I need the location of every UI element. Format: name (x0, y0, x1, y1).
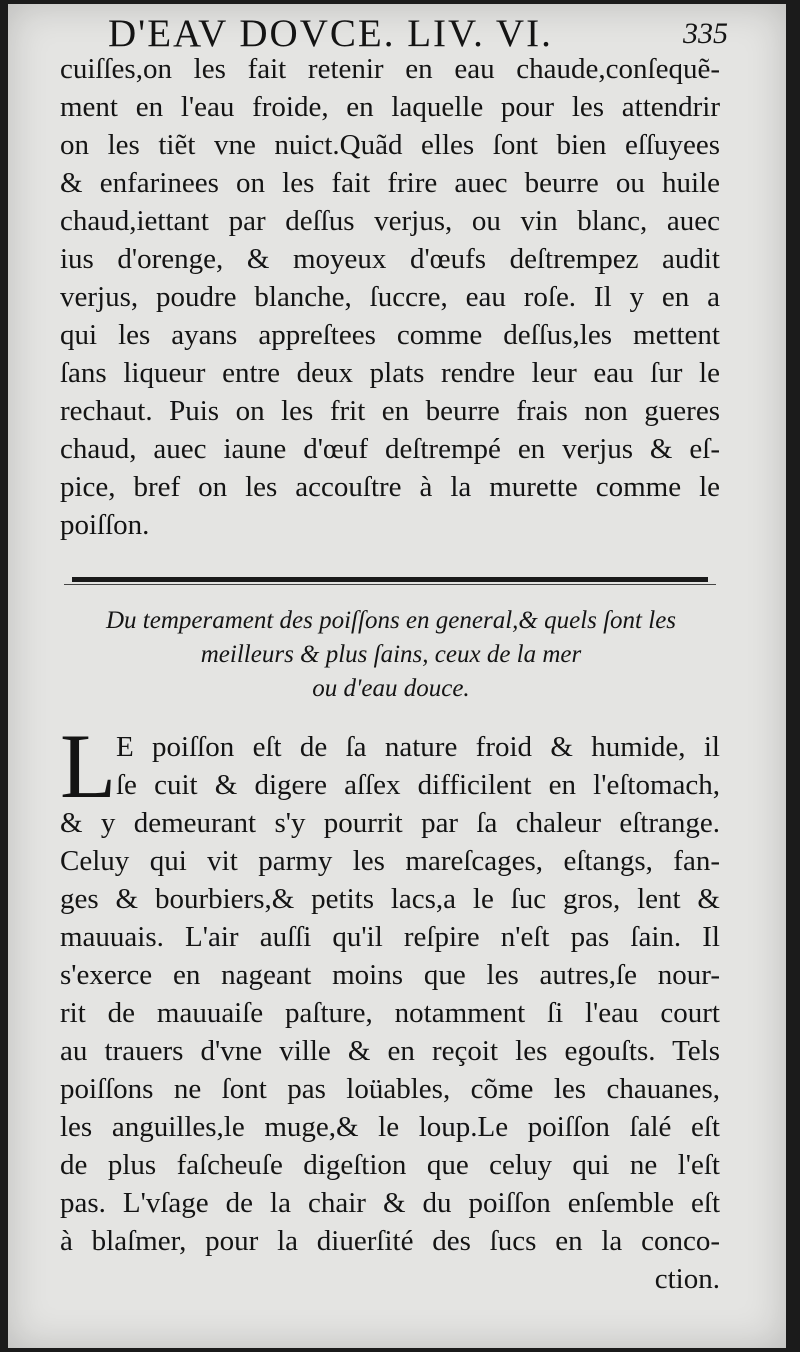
divider-thin-line (64, 584, 716, 585)
book-page (8, 4, 786, 1348)
page-number: 335 (683, 17, 728, 50)
text-line: verjus, poudre blanche, ſuccre, eau roſe. Il y en a (60, 281, 720, 313)
text-line: Celuy qui vit parmy les mareſcages, eſtangs, fan- (60, 845, 720, 877)
text-line: à blaſmer, pour la diuerſité des ſucs en la conco- (60, 1225, 720, 1257)
text-line: poiſſons ne ſont pas loüables, cõme les chauanes, (60, 1073, 720, 1105)
chapter-heading-line: meilleurs & plus ſains, ceux de la mer (200, 641, 582, 668)
text-line: pice, bref on les accouſtre à la murette comme le (60, 471, 720, 503)
text-line: au trauers d'vne ville & en reçoit les egouſts. Tels (60, 1035, 720, 1067)
text-line: chaud, auec iaune d'œuf deſtrempé en verjus & eſ- (60, 433, 720, 465)
text-line: & y demeurant s'y pourrit par ſa chaleur eſtrange. (60, 807, 720, 839)
text-line: & enfarinees on les fait frire auec beurre ou huile (60, 167, 720, 199)
section-paragraph (60, 715, 720, 1298)
text-line: ſe cuit & digere aſſex difficilent en l'eſtomach, (116, 769, 720, 801)
text-line: poiſſon. (60, 509, 150, 541)
text-line: ment en l'eau froide, en laquelle pour les attendrir (60, 91, 720, 123)
section-divider-rule (64, 572, 716, 588)
text-line: chaud,iettant par deſſus verjus, ou vin blanc, auec (60, 205, 720, 237)
text-line: rechaut. Puis on les frit en beurre frais non gueres (60, 395, 720, 427)
chapter-heading-line: ou d'eau douce. (312, 675, 470, 702)
text-line: mauuais. L'air auſſi qu'il reſpire n'eſt pas ſain. Il (60, 921, 720, 953)
text-line: cuiſſes,on les fait retenir en eau chaude,conſequẽ- (60, 53, 720, 85)
chapter-heading (56, 604, 726, 706)
text-line: ſans liqueur entre deux plats rendre leur eau ſur le (60, 357, 720, 389)
running-head: D'EAV DOVCE. LIV. VI. (108, 12, 553, 55)
text-line: on les tiẽt vne nuict.Quãd elles ſont bien eſſuyees (60, 129, 720, 161)
divider-thick-line (72, 577, 708, 582)
text-line: ius d'orenge, & moyeux d'œufs deſtrempez audit (60, 243, 720, 275)
text-line: de plus faſcheuſe digeſtion que celuy qui ne l'eſt (60, 1149, 720, 1181)
text-line: pas. L'vſage de la chair & du poiſſon enſemble eſt (60, 1187, 720, 1219)
text-line: qui les ayans appreſtees comme deſſus,les mettent (60, 319, 720, 351)
text-line: ges & bourbiers,& petits lacs,a le ſuc gros, lent & (60, 883, 720, 915)
text-line: E poiſſon eſt de ſa nature froid & humide, il (116, 731, 720, 763)
text-line: ction. (654, 1263, 720, 1295)
text-line: rit de mauuaiſe paſture, notamment ſi l'eau court (60, 997, 720, 1029)
drop-cap-letter: L (60, 715, 117, 817)
text-line: les anguilles,le muge,& le loup.Le poiſſon ſalé eſt (60, 1111, 720, 1143)
top-paragraph (60, 50, 720, 544)
text-line: s'exerce en nageant moins que les autres,ſe nour- (60, 959, 720, 991)
chapter-heading-line: Du temperament des poiſſons en general,& quels ſont les (105, 607, 677, 634)
